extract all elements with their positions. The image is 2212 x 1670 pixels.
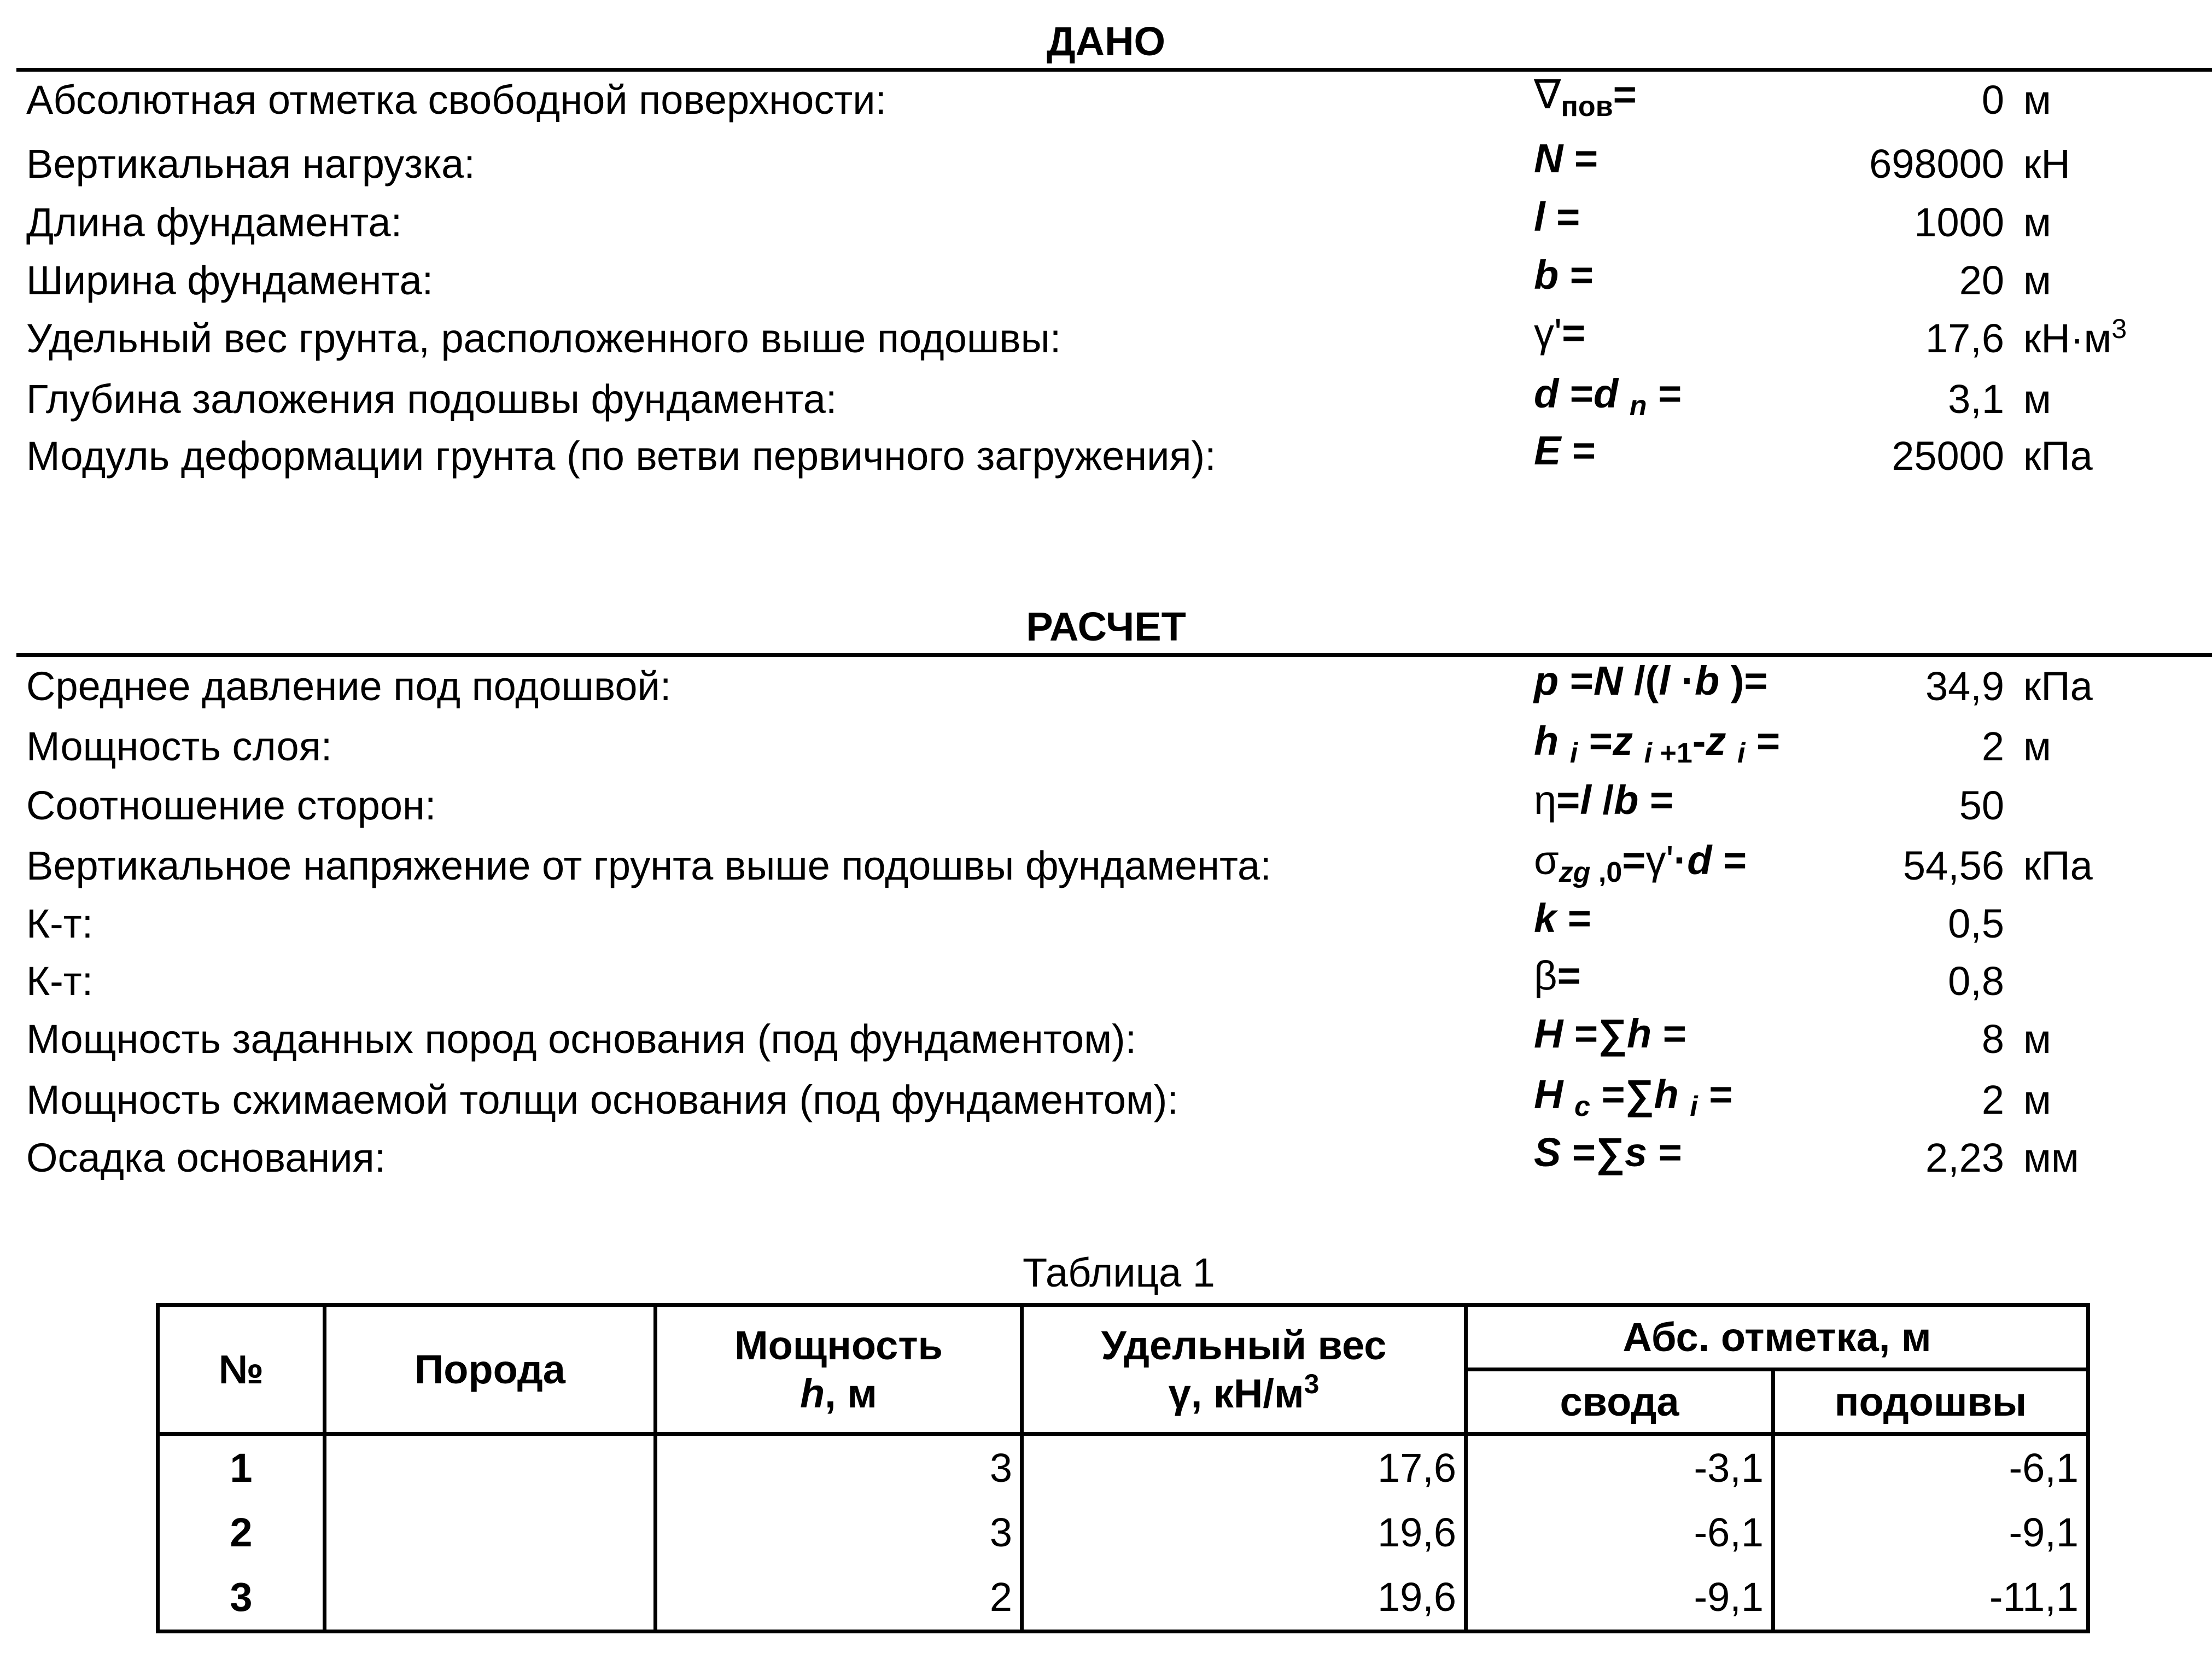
calc-row-layer-thickness: [0, 718, 2212, 771]
row-unit: м: [2023, 724, 2051, 769]
row-value: 3,1: [1948, 376, 2004, 422]
table-row: [158, 1434, 2088, 1501]
row-symbol: H =∑h =: [1534, 1011, 1686, 1056]
row-label: Мощность слоя:: [26, 724, 332, 769]
row-label: Удельный вес грунта, расположенного выше подошвы:: [26, 316, 1061, 361]
row-label: Глубина заложения подошвы фундамента:: [26, 376, 837, 422]
table-row: [158, 1500, 2088, 1565]
calc-section-rule: [16, 653, 2212, 657]
calc-row-mean-pressure: [0, 658, 2212, 711]
row-unit: кПа: [2023, 843, 2093, 888]
row-unit: мм: [2023, 1135, 2079, 1180]
given-section-title: ДАНО: [1046, 19, 1166, 64]
cell-rock: [325, 1500, 656, 1565]
row-label: К-т:: [26, 958, 94, 1004]
calc-row-aspect-ratio: [0, 777, 2212, 830]
row-symbol: d =d $_n$ =: [1534, 371, 1682, 422]
row-value: 0: [1981, 77, 2004, 123]
row-symbol: l =: [1534, 194, 1580, 240]
row-symbol: b =: [1534, 252, 1594, 298]
row-label: Мощность сжимаемой толщи основания (под фундаментом):: [26, 1077, 1178, 1122]
given-row-foundation-width: [0, 252, 2212, 305]
cell-num: 2: [158, 1500, 325, 1565]
row-label: Среднее давление под подошвой:: [26, 664, 672, 709]
row-value: 8: [1981, 1016, 2004, 1062]
cell-rock: [325, 1565, 656, 1632]
header-unit-weight: Удельный вес γ, $кН/м^3$: [1022, 1305, 1466, 1434]
given-row-unit-weight: [0, 310, 2212, 363]
row-value: 2: [1981, 1077, 2004, 1122]
row-symbol: η=l /b =: [1534, 777, 1674, 823]
calc-row-coefficient-k: [0, 895, 2212, 949]
row-symbol: H $_c$ =∑h $_i$ =: [1534, 1072, 1733, 1122]
calc-row-compressible-thickness: [0, 1072, 2212, 1125]
row-value: 2: [1981, 724, 2004, 769]
calc-row-coefficient-beta: [0, 953, 2212, 1006]
calc-row-vertical-stress: [0, 837, 2212, 891]
given-section-rule: [16, 68, 2212, 72]
row-label: Осадка основания:: [26, 1135, 386, 1180]
row-value: 25000: [1892, 433, 2004, 479]
calc-section-title: РАСЧЕТ: [1026, 604, 1186, 649]
cell-unit-weight: 19,6: [1022, 1565, 1466, 1632]
header-abs-elevation: Абс. отметка, м: [1466, 1305, 2088, 1370]
row-symbol: S =∑s =: [1534, 1130, 1682, 1175]
row-unit: м: [2023, 1016, 2051, 1062]
cell-rock: [325, 1434, 656, 1501]
row-symbol: β=: [1534, 953, 1581, 998]
calc-row-settlement: [0, 1130, 2212, 1183]
row-symbol: $\sigma_{zg ,0}=\gamma'\cdot d$ =: [1534, 837, 1747, 888]
cell-thickness: 3: [656, 1500, 1022, 1565]
row-unit: $кН\cdot м^3$: [2023, 313, 2127, 361]
row-unit: м: [2023, 200, 2051, 245]
row-value: 2,23: [1925, 1135, 2004, 1180]
row-unit: м: [2023, 1077, 2051, 1122]
given-row-deformation-modulus: [0, 428, 2212, 481]
given-row-vertical-load: [0, 136, 2212, 189]
cell-bottom: -11,1: [1773, 1565, 2088, 1632]
row-unit: кПа: [2023, 433, 2093, 479]
row-value: 34,9: [1925, 664, 2004, 709]
cell-bottom: -9,1: [1773, 1500, 2088, 1565]
row-symbol: p =N /(l ·b )=: [1534, 658, 1768, 703]
row-unit: м: [2023, 258, 2051, 303]
table-row: [158, 1565, 2088, 1632]
row-symbol: γ'=: [1534, 310, 1586, 356]
cell-unit-weight: 17,6: [1022, 1434, 1466, 1501]
header-rock: Порода: [325, 1305, 656, 1434]
row-label: Ширина фундамента:: [26, 258, 434, 303]
given-row-surface-elevation: [0, 72, 2212, 125]
row-value: 0,8: [1948, 958, 2004, 1004]
row-unit: кПа: [2023, 664, 2093, 709]
row-unit: кН: [2023, 141, 2070, 187]
row-value: 20: [1959, 258, 2004, 303]
row-label: Длина фундамента:: [26, 200, 402, 245]
cell-top: -3,1: [1466, 1434, 1773, 1501]
row-label: Вертикальная нагрузка:: [26, 141, 475, 187]
calc-row-total-thickness: [0, 1011, 2212, 1064]
row-label: Модуль деформации грунта (по ветви первичного загружения):: [26, 433, 1216, 479]
row-symbol: E =: [1534, 428, 1596, 473]
row-value: 0,5: [1948, 901, 2004, 946]
row-value: 17,6: [1925, 316, 2004, 361]
row-value: 1000: [1914, 200, 2004, 245]
header-num: №: [158, 1305, 325, 1434]
soil-layers-table: [156, 1303, 2090, 1633]
given-row-foundation-length: [0, 194, 2212, 247]
row-label: Вертикальное напряжение от грунта выше подошвы фундамента:: [26, 843, 1271, 888]
row-label: К-т:: [26, 901, 94, 946]
table-caption: Таблица 1: [1023, 1250, 1215, 1295]
cell-top: -9,1: [1466, 1565, 1773, 1632]
cell-thickness: 2: [656, 1565, 1022, 1632]
row-value: 50: [1959, 783, 2004, 828]
row-unit: м: [2023, 77, 2051, 123]
cell-unit-weight: 19,6: [1022, 1500, 1466, 1565]
cell-num: 3: [158, 1565, 325, 1632]
header-thickness: Мощность h, м: [656, 1305, 1022, 1434]
given-row-embedment-depth: [0, 371, 2212, 424]
row-label: Соотношение сторон:: [26, 783, 436, 828]
row-symbol: h $_i$ =z $_{i +1}$-z $_i$ =: [1534, 718, 1781, 769]
row-value: 698000: [1869, 141, 2004, 187]
cell-thickness: 3: [656, 1434, 1022, 1501]
row-symbol: $\nabla_{пов}=$: [1534, 72, 1637, 123]
row-value: 54,56: [1902, 843, 2004, 888]
header-bottom: подошвы: [1773, 1370, 2088, 1434]
row-symbol: N =: [1534, 136, 1598, 181]
row-symbol: k =: [1534, 895, 1591, 941]
cell-bottom: -6,1: [1773, 1434, 2088, 1501]
row-unit: м: [2023, 376, 2051, 422]
row-label: Абсолютная отметка свободной поверхности:: [26, 77, 887, 123]
header-top: свода: [1466, 1370, 1773, 1434]
cell-num: 1: [158, 1434, 325, 1501]
row-label: Мощность заданных пород основания (под фундаментом):: [26, 1016, 1137, 1062]
cell-top: -6,1: [1466, 1500, 1773, 1565]
